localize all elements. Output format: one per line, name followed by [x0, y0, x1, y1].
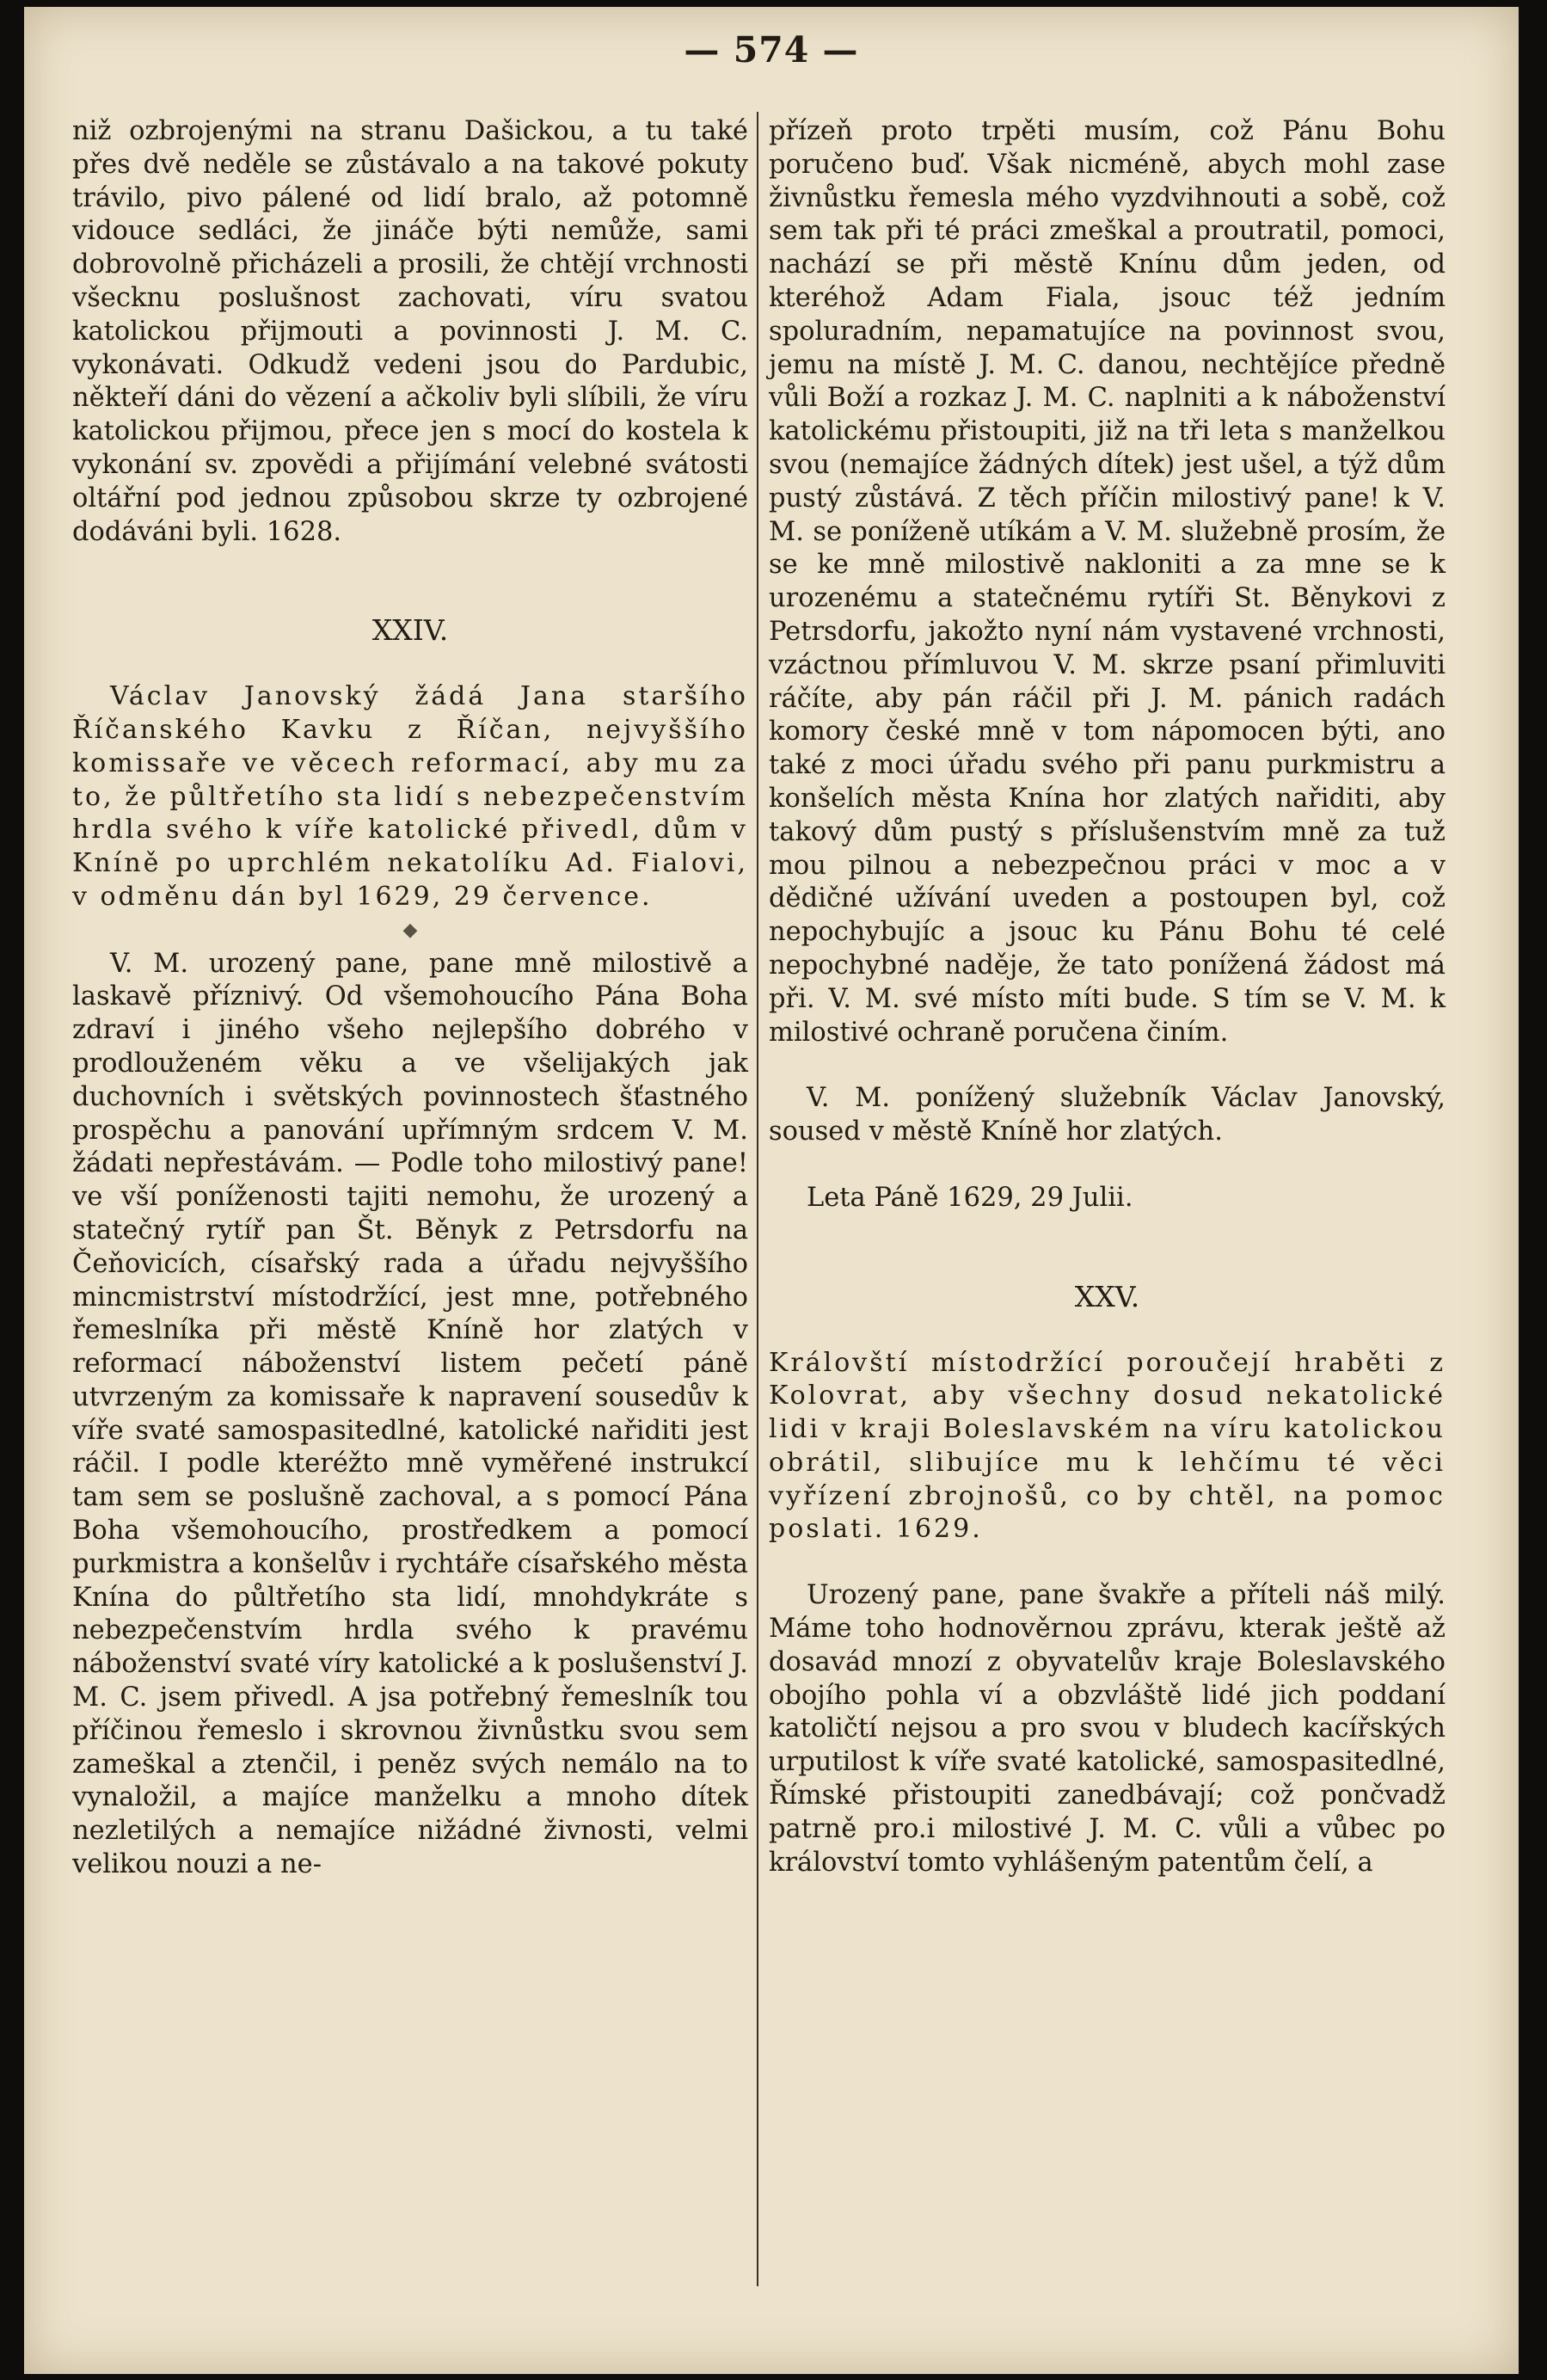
section-summary-xxiv: Václav Janovský žádá Jana staršího Říčanského Kavku z Říčan, nejvyššího komissaře ve věcech reformací, aby mu za to, že půltřetího sta lidí s nebezpečenstvím hrdla svého k víře katolické přivedl, dům v Kníně po uprchlém nekatolíku Ad. Fialovi, v odměnu dán byl 1629, 29 července. [72, 681, 748, 912]
right-continuation-paragraph: přízeň proto trpěti musím, což Pánu Bohu poručeno buď. Však nicméně, abych mohl zase živnůstku řemesla mého vyzdvihnouti a sobě, což sem tak při té práci zmeškal a proutratil, pomoci, nachází se při městě Knínu dům jeden, od kteréhož Adam Fiala, jsouc též jedním spoluradním, nepamatujíce na povinnost svou, jemu na místě J. M. C. danou, nechtějíce předně vůli Boží a rozkaz J. M. C. naplniti a k náboženství katolickému přistoupiti, již na tři leta s manželkou svou (nemajíce žádných dítek) jest ušel, a týž dům pustý zůstává. Z těch příčin milostivý pane! k V. M. se poníženě utíkám a V. M. služebně prosím, že se ke mně milostivě nakloniti a za mne se k urozenému a statečnému rytíři St. Běnykovi z Petrsdorfu, jakožto nyní nám vystavené vrchnosti, vzáctnou přímluvou V. M. skrze psaní přimluviti ráčíte, aby pán ráčil při J. M. pánich radách komory české mně v tom nápomocen býti, ano také z moci úřadu svého při panu purkmistru a konšelích města Knína hor zlatých nařiditi, aby takový dům pustý s příslušenstvím mně za tuž mou pilnou a nebezpečnou práci v moc a v dědičné užívání uveden a postoupen byl, což nepochybujíc a jsouc ku Pánu Bohu té celé nepochybné naděje, že tato ponížená žádost má při. V. M. své místo míti bude. S tím se V. M. k milostivé ochraně poručena činím. [769, 116, 1446, 1048]
right-column [769, 115, 1446, 1879]
ornament-icon: ◆ [402, 919, 418, 941]
spacer [769, 1314, 1446, 1347]
book-page [24, 7, 1519, 2374]
section-heading-xxv: XXV. [1074, 1279, 1140, 1313]
spacer [769, 1248, 1446, 1281]
letter-body-xxiv: V. M. urozený pane, pane mně milostivě a laskavě příznivý. Od všemohoucího Pána Boha zdraví i jiného všeho nejlepšího dobrého v prodlouženém věku a ve všelijakých jak duchovních i světských povinnostech šťastného prospěchu a panování upřímným srdcem V. M. žádati nepřestávám. — Podle toho milostivý pane! ve vší poníženosti tajiti nemohu, že urozený a statečný rytíř pan Št. Běnyk z Petrsdorfu na Čeňovicích, císařský rada a úřadu nejvyššího mincmistrství místodržící, jest mne, potřebného řemeslníka při městě Kníně hor zlatých v reformací náboženství listem pečetí páně utvrzeným za komissaře k napravení sousedův k víře svaté samospasitedlné, katolické nařiditi jest ráčil. I podle kteréžto mně vyměřené instrukcí tam sem se poslušně zachoval, a s pomocí Pána Boha všemohoucího, prostředkem a pomocí purkmistra a konšelův i rychtáře císařského města Knína do půltřetího sta lidí, mnohdykráte s nebezpečenstvím hrdla svého k pravému náboženství svaté víry katolické a k poslušenství J. M. C. jsem přivedl. A jsa potřebný řemeslník tou příčinou řemeslo i skrovnou živnůstku svou sem zameškal a ztenčil, i peněz svých nemálo na to vynaložil, a majíce manželku a mnoho dítek nezletilých a nemajíce nižádné živnosti, velmi velikou nouzi a ne- [72, 948, 748, 1880]
spacer [72, 648, 748, 680]
spacer [769, 1049, 1446, 1082]
section-heading-xxiv: XXIV. [371, 613, 449, 648]
spacer [72, 549, 748, 581]
spacer [769, 1215, 1446, 1248]
letter-body-xxv: Urozený pane, pane švakře a příteli náš milý. Máme toho hodnověrnou zprávu, kterak ještě až dosavád mnozí z obyvatelův kraje Boleslavského obojího pohla ví a obzvláště lidé jich poddaní katoličtí nejsou a pro svou v bludech kacířských urputilost k víře svaté katolické, samospasitedlné, Římské přistoupiti zanedbávají; což pončvadž patrně pro.i milostivé J. M. C. vůli a vůbec po království tomto vyhlášeným patentům čelí, a [769, 1580, 1446, 1878]
spacer [769, 1547, 1446, 1579]
letter-signature: V. M. ponížený služebník Václav Janovský, soused v městě Kníně hor zlatých. [769, 1083, 1446, 1147]
left-column [72, 115, 748, 1882]
spacer [769, 1149, 1446, 1182]
spacer [72, 581, 748, 614]
page-number: — 574 — [684, 29, 859, 71]
left-continuation-paragraph: niž ozbrojenými na stranu Dašickou, a tu také přes dvě neděle se zůstávalo a na takové pokuty trávilo, pivo pálené od lidí bralo, až potomně vidouce sedláci, že jináče býti nemůže, sami dobrovolně přicházeli a prosili, že chtějí vrchnosti všecknu poslušnost zachovati, víru svatou katolickou přijmouti a povinnosti J. M. C. vykonávati. Odkudž vedeni jsou do Pardubic, někteří dáni do vězení a ačkoliv byli slíbili, že víru katolickou přijmou, přece jen s mocí do kostela k vykonání sv. zpovědi a přijímání velebné svátosti oltářní pod jednou způsobou skrze ty ozbrojené dodáváni byli. 1628. [72, 116, 748, 547]
letter-date: Leta Páně 1629, 29 Julii. [807, 1182, 1133, 1213]
column-divider [757, 112, 758, 2286]
section-summary-xxv: Královští místodržící poroučejí hraběti z Kolovrat, aby všechny dosud nekatolické lidi v kraji Boleslavském na víru katolickou obrátil, slibujíce mu k lehčímu té věci vyřízení zbrojnošů, co by chtěl, na pomoc poslati. 1629. [769, 1347, 1446, 1545]
